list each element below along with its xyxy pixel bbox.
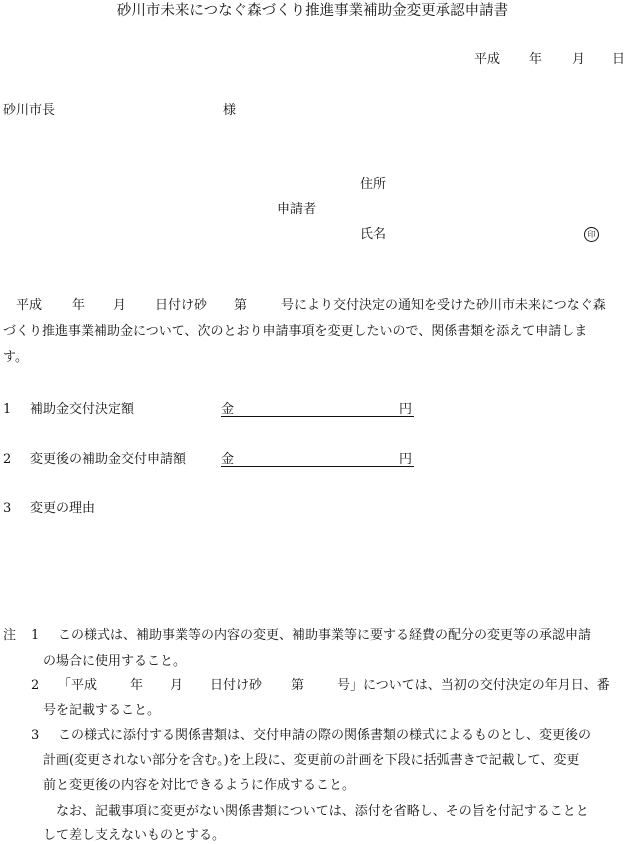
date-era: 平成	[474, 52, 501, 67]
note-2-month: 月	[170, 678, 184, 693]
item-number: 3	[3, 501, 12, 516]
address-label: 住所	[360, 177, 387, 192]
amount-suffix: 円	[398, 452, 412, 467]
body-line3: す。	[3, 350, 28, 365]
note-2-no: 第	[291, 678, 305, 693]
item-label: 補助金交付決定額	[30, 402, 135, 417]
body-month: 月	[113, 298, 127, 313]
note-3-number: 3	[31, 728, 40, 743]
note-2-line-1-rest: 号」については、当初の交付決定の年月日、番	[337, 678, 610, 693]
amount-field	[221, 451, 414, 467]
amount-field	[221, 401, 414, 417]
date-month: 月	[572, 52, 586, 67]
item-label: 変更後の補助金交付申請額	[30, 452, 187, 467]
notes-heading: 注	[3, 628, 17, 643]
body-era: 平成	[16, 298, 43, 313]
body-day-ref: 日付け砂	[155, 298, 208, 313]
amount-prefix: 金	[221, 402, 235, 417]
note-1-line-2: の場合に使用すること。	[43, 654, 187, 669]
amount-suffix: 円	[398, 402, 412, 417]
note-3-line-3: 前と変更後の内容を対比できるように作成すること。	[43, 778, 356, 793]
note-3-line-4: なお、記載事項に変更がない関係書類については、添付を省略し、その旨を付記することと	[56, 804, 589, 819]
document-title: 砂川市未来につなぐ森づくり推進事業補助金変更承認申請書	[116, 3, 509, 19]
body-year: 年	[72, 298, 86, 313]
note-1-number: 1	[31, 628, 40, 643]
note-3-line-2: 計画(変更されない部分を含む。)を上段に、変更前の計画を下段に括弧書きで記載して、変更	[43, 753, 580, 768]
recipient-honorific: 様	[223, 103, 237, 118]
recipient-name: 砂川市長	[3, 103, 56, 118]
seal-mark: 印	[584, 227, 599, 242]
note-2-number: 2	[31, 678, 40, 693]
item-number: 1	[3, 402, 12, 417]
name-label: 氏名	[360, 227, 387, 242]
date-year: 年	[529, 52, 543, 67]
note-2-year: 年	[130, 678, 144, 693]
applicant-label: 申請者	[277, 202, 317, 217]
date-day: 日	[612, 52, 625, 67]
body-line1-rest: 号により交付決定の通知を受けた砂川市未来につなぐ森	[281, 298, 606, 313]
note-2-day-ref: 日付け砂	[210, 678, 263, 693]
item-number: 2	[3, 452, 12, 467]
item-label: 変更の理由	[30, 501, 96, 516]
note-1-line-1: この様式は、補助事業等の内容の変更、補助事業等に要する経費の配分の変更等の承認申請	[58, 628, 592, 643]
note-3-line-5: して差し支えないものとする。	[43, 828, 226, 843]
body-no: 第	[234, 298, 248, 313]
note-2-line-2: 号を記載すること。	[43, 703, 161, 718]
amount-prefix: 金	[221, 452, 235, 467]
body-line2: づくり推進事業補助金について、次のとおり申請事項を変更したいので、関係書類を添えて申請しま	[3, 324, 588, 339]
note-2-era: 「平成	[58, 678, 98, 693]
note-3-line-1: この様式に添付する関係書類は、交付申請の際の関係書類の様式によるものとし、変更後の	[58, 728, 592, 743]
